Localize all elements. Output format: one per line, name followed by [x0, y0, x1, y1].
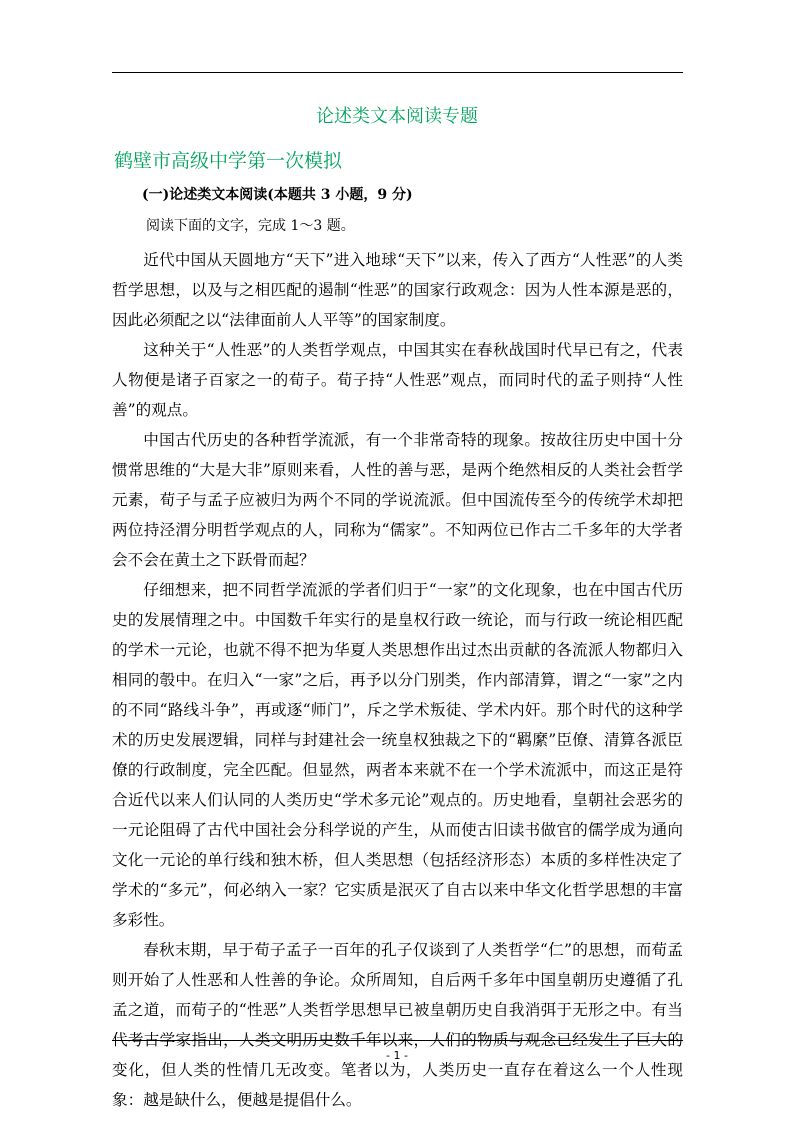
document-subtitle: 鹤壁市高级中学第一次模拟: [114, 150, 343, 172]
article-body: [112, 245, 683, 1115]
header-rule: [112, 72, 683, 73]
document-title: 论述类文本阅读专题: [316, 106, 478, 127]
paragraph-5: 春秋末期，早于荀子孟子一百年的孔子仅谈到了人类哲学“仁”的思想，而荀孟则开始了人性恶和人性善的争论。众所周知，自后两千多年中国皇朝历史遵循了孔孟之道，而荀子的“性恶”人类哲学思想早已被皇朝历史自我消弭于无形之中。有当代考古学家指出，人类文明历史数千年以来，人们的物质与观念已经发生了巨大的变化，但人类的性情几无改变。笔者以为，人类历史一直存在着这么一个人性现象：越是缺什么，便越是提倡什么。: [112, 941, 683, 1109]
paragraph-4: 仔细想来，把不同哲学流派的学者们归于“一家”的文化现象，也在中国古代历史的发展情理之中。中国数千年实行的是皇权行政一统论，而与行政一统论相匹配的学术一元论，也就不得不把为华夏人类思想作出过杰出贡献的各流派人物都归入相同的彀中。在归入“一家”之后，再予以分门别类，作内部清算，谓之“一家”之内的不同“路线斗争”，再或逐“师门”，斥之学术叛徒、学术内奸。那个时代的这种学术的历史发展逻辑，同样与封建社会一统皇权独裁之下的“羁縻”臣僚、清算各派臣僚的行政制度，完全匹配。但显然，两者本来就不在一个学术流派中，而这正是符合近代以来人们认同的人类历史“学术多元论”观点的。历史地看，皇朝社会恶劣的一元论阻碍了古代中国社会分科学说的产生，从而使古旧读书做官的儒学成为通向文化一元论的单行线和独木桥，但人类思想（包括经济形态）本质的多样性决定了学术的“多元”，何必纳入一家？它实质是泯灭了自古以来中华文化哲学思想的丰富多彩性。: [112, 581, 683, 929]
page-number: - 1 -: [386, 1049, 408, 1062]
reading-instruction: 阅读下面的文字，完成 1～3 题。: [146, 218, 355, 234]
footer-rule: [112, 1040, 683, 1041]
paragraph-1: 近代中国从天圆地方“天下”进入地球“天下”以来，传入了西方“人性恶”的人类哲学思想，以及与之相匹配的遏制“性恶”的国家行政观念：因为人性本源是恶的，因此必须配之以“法律面前人人平等”的国家制度。: [112, 251, 683, 329]
paragraph-2: 这种关于“人性恶”的人类哲学观点，中国其实在春秋战国时代早已有之，代表人物便是诸子百家之一的荀子。荀子持“人性恶”观点，而同时代的孟子则持“人性善”的观点。: [112, 341, 683, 419]
section-heading: (一)论述类文本阅读(本题共 3 小题，9 分): [142, 187, 413, 203]
paragraph-3: 中国古代历史的各种哲学流派，有一个非常奇特的现象。按故往历史中国十分惯常思维的“大是大非”原则来看，人性的善与恶，是两个绝然相反的人类社会哲学元素，荀子与孟子应被归为两个不同的学说流派。但中国流传至今的传统学术却把两位持泾渭分明哲学观点的人，同称为“儒家”。不知两位已作古二千多年的大学者会不会在黄土之下跃骨而起？: [112, 431, 683, 569]
